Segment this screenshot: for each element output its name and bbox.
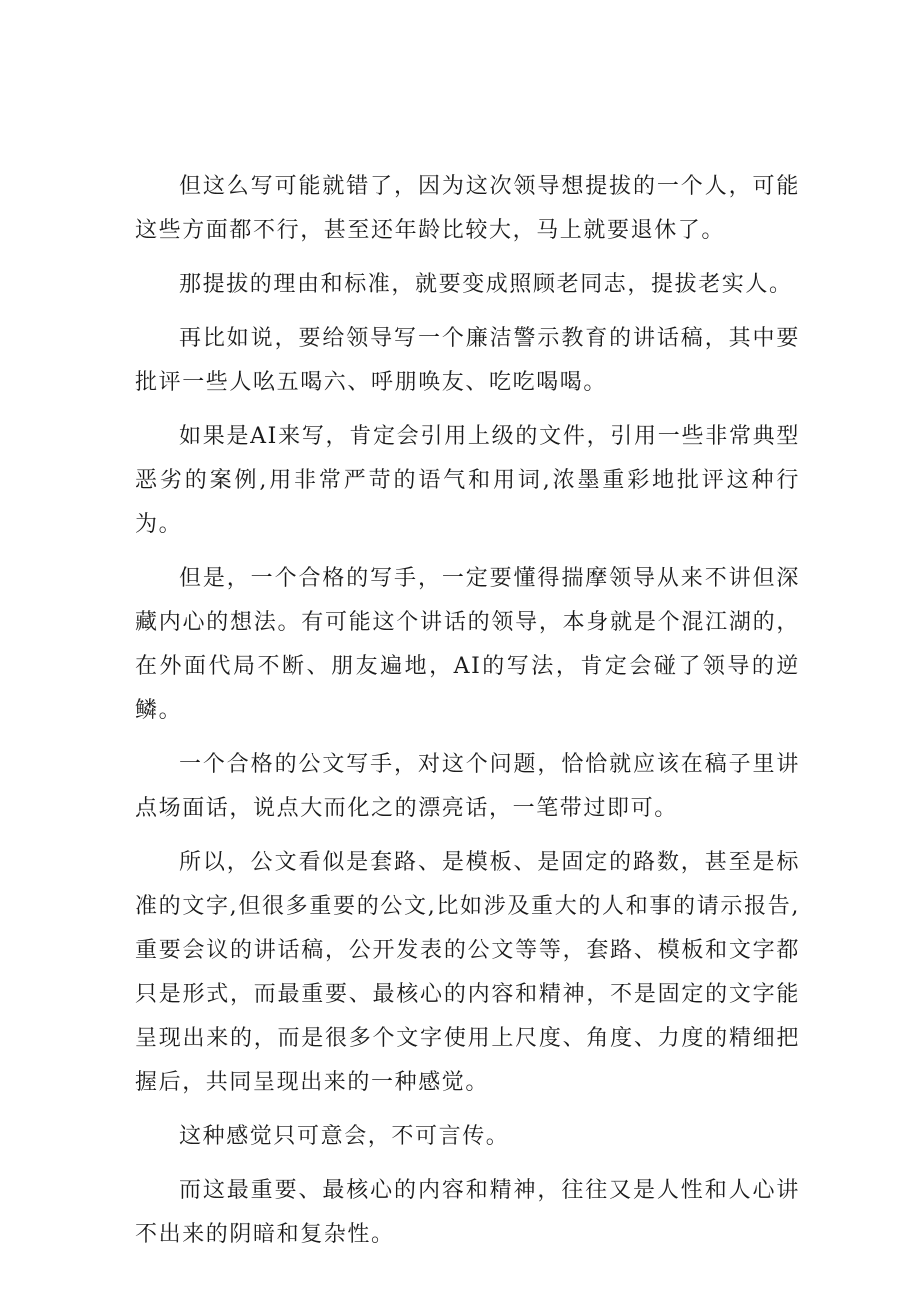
paragraph-3: 再比如说，要给领导写一个廉洁警示教育的讲话稿，其中要批评一些人吆五喝六、呼朋唤友、吃吃喝喝。	[135, 326, 800, 395]
paragraph-4: 如果是AI来写，肯定会引用上级的文件，引用一些非常典型恶劣的案例,用非常严苛的语气和用词,浓墨重彩地批评这种行为。	[135, 424, 800, 537]
paragraph-7: 所以，公文看似是套路、是模板、是固定的路数，甚至是标准的文字,但很多重要的公文,比如涉及重大的人和事的请示报告,重要会议的讲话稿，公开发表的公文等等，套路、模板和文字都只是形式，而最重要、最核心的内容和精神，不是固定的文字能呈现出来的，而是很多个文字使用上尺度、角度、力度的精细把握后，共同呈现出来的一种感觉。	[135, 850, 800, 1095]
paragraph-6: 一个合格的公文写手，对这个问题，恰恰就应该在稿子里讲点场面话，说点大而化之的漂亮话，一笔带过即可。	[135, 752, 800, 821]
document-body	[135, 165, 800, 1267]
paragraph-1: 但这么写可能就错了，因为这次领导想提拔的一个人，可能这些方面都不行，甚至还年龄比较大，马上就要退休了。	[135, 174, 800, 243]
paragraph-8: 这种感觉只可意会，不可言传。	[179, 1124, 510, 1149]
paragraph-2: 那提拔的理由和标准，就要变成照顾老同志，提拔老实人。	[179, 272, 793, 297]
paragraph-9: 而这最重要、最核心的内容和精神，往往又是人性和人心讲不出来的阴暗和复杂性。	[135, 1178, 800, 1247]
paragraph-5: 但是，一个合格的写手，一定要懂得揣摩领导从来不讲但深藏内心的想法。有可能这个讲话的领导，本身就是个混江湖的，在外面代局不断、朋友遍地，AI的写法，肯定会碰了领导的逆鳞。	[135, 566, 800, 723]
